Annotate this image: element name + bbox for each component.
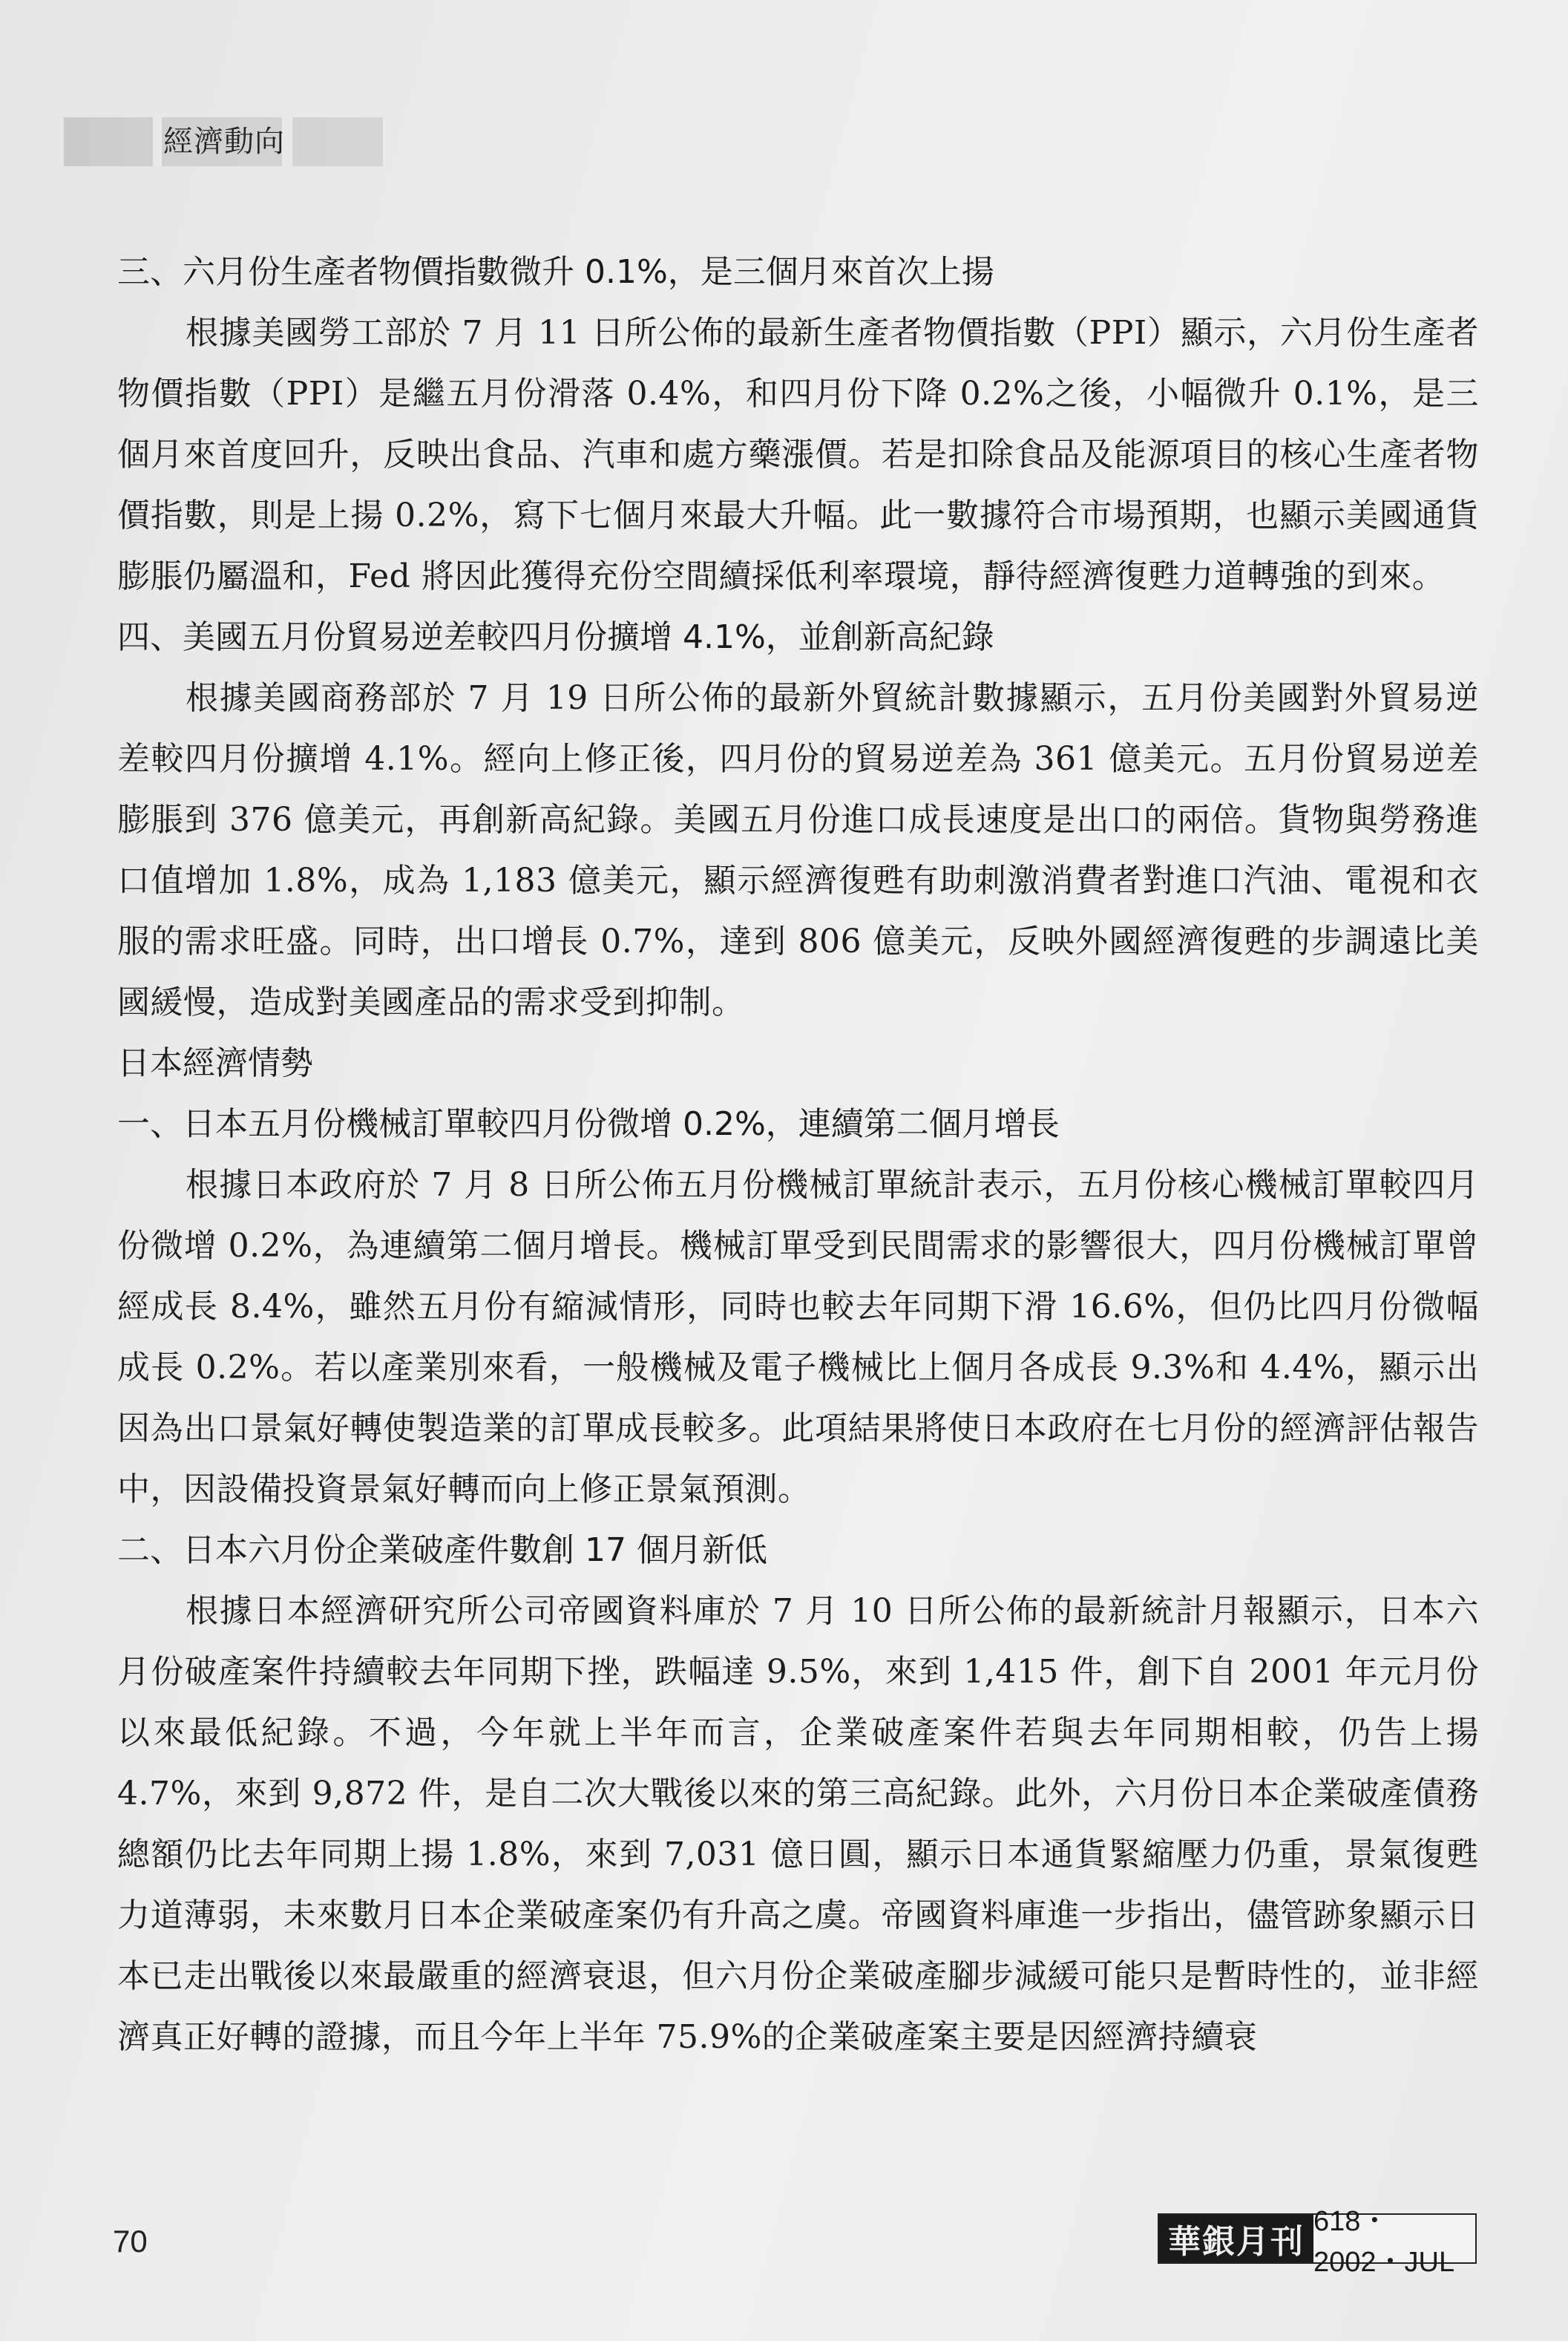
journal-issue: 618・2002・JUL <box>1313 2215 1475 2262</box>
paragraph-ppi: 根據美國勞工部於 7 月 11 日所公佈的最新生產者物價指數（PPI）顯示，六月份生產者物價指數（PPI）是繼五月份滑落 0.4%，和四月份下降 0.2%之後，小幅微升 0.1%，是三個月來首度回升，反映出食品、汽車和處方藥漲價。若是扣除食品及能源項目的核心生產者物價指數，則是上揚 0.2%，寫下七個月來最大升幅。此一數據符合市場預期，也顯示美國通貨膨脹仍屬溫和，Fed 將因此獲得充份空間續採低利率環境，靜待經濟復甦力道轉強的到來。 <box>117 314 1479 595</box>
heading-us-trade-deficit: 四、美國五月份貿易逆差較四月份擴增 4.1%，並創新高紀錄 <box>117 618 994 656</box>
article-body <box>117 242 1479 2068</box>
heading-japan-bankruptcies: 二、日本六月份企業破產件數創 17 個月新低 <box>117 1531 767 1569</box>
heading-ppi: 三、六月份生產者物價指數微升 0.1%，是三個月來首次上揚 <box>117 253 994 291</box>
section-label: 經濟動向 <box>163 125 285 159</box>
section-tab-divider <box>153 117 162 166</box>
paragraph-japan-bankruptcies: 根據日本經濟研究所公司帝國資料庫於 7 月 10 日所公佈的最新統計月報顯示，日本六月份破產案件持續較去年同期下挫，跌幅達 9.5%，來到 1,415 件，創下自 2001 年元月份以來最低紀錄。不過，今年就上半年而言，企業破產案件若與去年同期相較，仍告上揚 4.7%，來到 9,872 件，是自二次大戰後以來的第三高紀錄。此外，六月份日本企業破產債務總額仍比去年同期上揚 1.8%，來到 7,031 億日圓，顯示日本通貨緊縮壓力仍重，景氣復甦力道薄弱，未來數月日本企業破產案仍有升高之虞。帝國資料庫進一步指出，儘管跡象顯示日本已走出戰後以來最嚴重的經濟衰退，但六月份企業破產腳步減緩可能只是暫時性的，並非經濟真正好轉的證據，而且今年上半年 75.9%的企業破產案主要是因經濟持續衰 <box>117 1592 1479 2056</box>
page-number: 70 <box>113 2224 148 2259</box>
heading-japan-machinery-orders: 一、日本五月份機械訂單較四月份微增 0.2%，連續第二個月增長 <box>117 1105 1060 1143</box>
paragraph-japan-machinery-orders: 根據日本政府於 7 月 8 日所公佈五月份機械訂單統計表示，五月份核心機械訂單較四月份微增 0.2%，為連續第二個月增長。機械訂單受到民間需求的影響很大，四月份機械訂單曾經成長 8.4%，雖然五月份有縮減情形，同時也較去年同期下滑 16.6%，但仍比四月份微幅成長 0.2%。若以產業別來看，一般機械及電子機械比上個月各成長 9.3%和 4.4%，顯示出因為出口景氣好轉使製造業的訂單成長較多。此項結果將使日本政府在七月份的經濟評估報告中，因設備投資景氣好轉而向上修正景氣預測。 <box>117 1166 1479 1508</box>
paragraph-us-trade-deficit: 根據美國商務部於 7 月 19 日所公佈的最新外貿統計數據顯示，五月份美國對外貿易逆差較四月份擴增 4.1%。經向上修正後，四月份的貿易逆差為 361 億美元。五月份貿易逆差膨脹到 376 億美元，再創新高紀錄。美國五月份進口成長速度是出口的兩倍。貨物與勞務進口值增加 1.8%，成為 1,183 億美元，顯示經濟復甦有助刺激消費者對進口汽油、電視和衣服的需求旺盛。同時，出口增長 0.7%，達到 806 億美元，反映外國經濟復甦的步調遠比美國緩慢，造成對美國產品的需求受到抑制。 <box>117 679 1479 1021</box>
heading-japan-economy: 日本經濟情勢 <box>117 1044 313 1082</box>
journal-badge <box>1158 2206 1477 2278</box>
journal-name: 華銀月刊 <box>1159 2215 1313 2262</box>
